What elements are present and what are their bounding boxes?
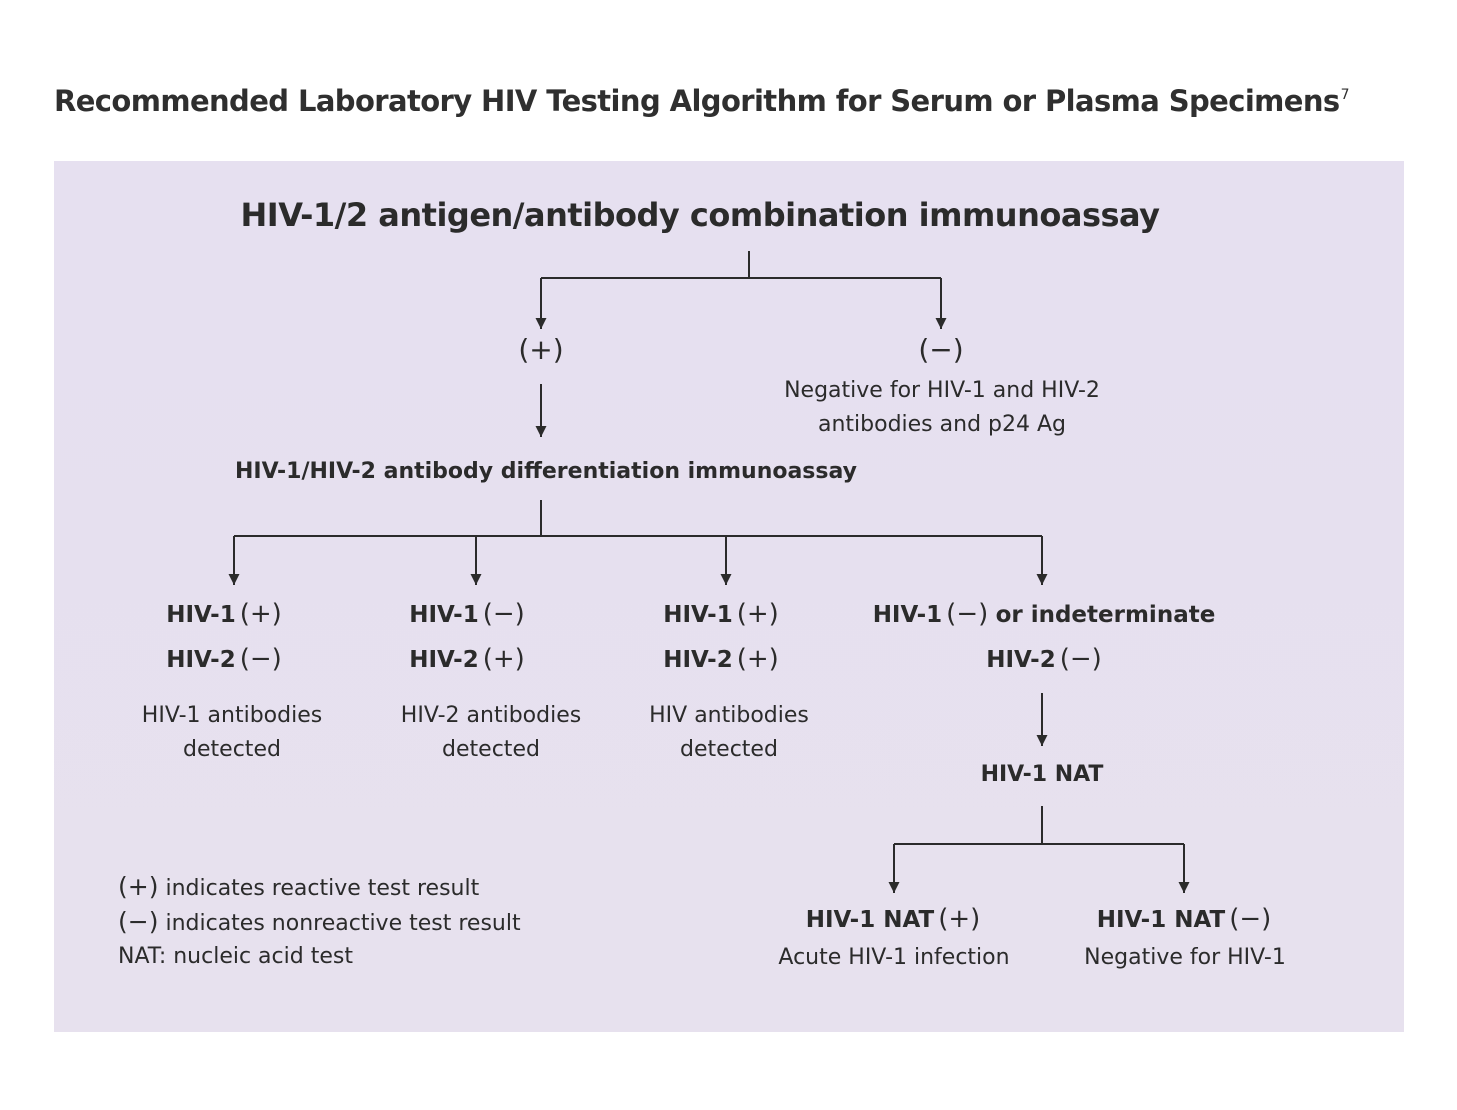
- nat-negative-result: HIV-1 NAT (−): [1096, 904, 1272, 934]
- positive-result-sign: (+): [518, 333, 564, 366]
- negative-result-sign: (−): [918, 333, 964, 366]
- root-test-label: HIV-1/2 antigen/antibody combination immunoassay: [240, 196, 1160, 234]
- page-title: Recommended Laboratory HIV Testing Algorithm for Serum or Plasma Specimens$^7$: [54, 84, 1349, 118]
- legend-item: (−) indicates nonreactive test result: [118, 907, 521, 936]
- nat-test-label: HIV-1 NAT: [980, 762, 1104, 787]
- outcome-3-interpretation: HIV antibodies detected: [649, 703, 809, 762]
- outcome-1-interpretation: HIV-1 antibodies detected: [141, 703, 323, 762]
- negative-result-text: Negative for HIV-1 and HIV-2 antibodies and p24 Ag: [784, 378, 1100, 437]
- outcome-1-results: HIV-1 (+) HIV-2 (−): [166, 599, 282, 674]
- nat-positive-result: HIV-1 NAT (+): [805, 904, 981, 934]
- nat-positive-interpretation: Acute HIV-1 infection: [778, 945, 1010, 970]
- legend-item: (+) indicates reactive test result: [118, 872, 480, 901]
- title-footnote-ref: 7: [1340, 87, 1349, 103]
- differentiation-test-label: HIV-1/HIV-2 antibody differentiation immunoassay: [234, 459, 858, 484]
- outcome-3-results: HIV-1 (+) HIV-2 (+): [663, 599, 779, 674]
- outcome-4-results: HIV-1 (−) or indeterminate HIV-2 (−): [872, 599, 1216, 674]
- legend-item: NAT: nucleic acid test: [118, 944, 353, 969]
- nat-negative-interpretation: Negative for HIV-1: [1084, 945, 1286, 970]
- outcome-2-results: HIV-1 (−) HIV-2 (+): [409, 599, 525, 674]
- outcome-2-interpretation: HIV-2 antibodies detected: [400, 703, 582, 762]
- legend: [118, 870, 521, 973]
